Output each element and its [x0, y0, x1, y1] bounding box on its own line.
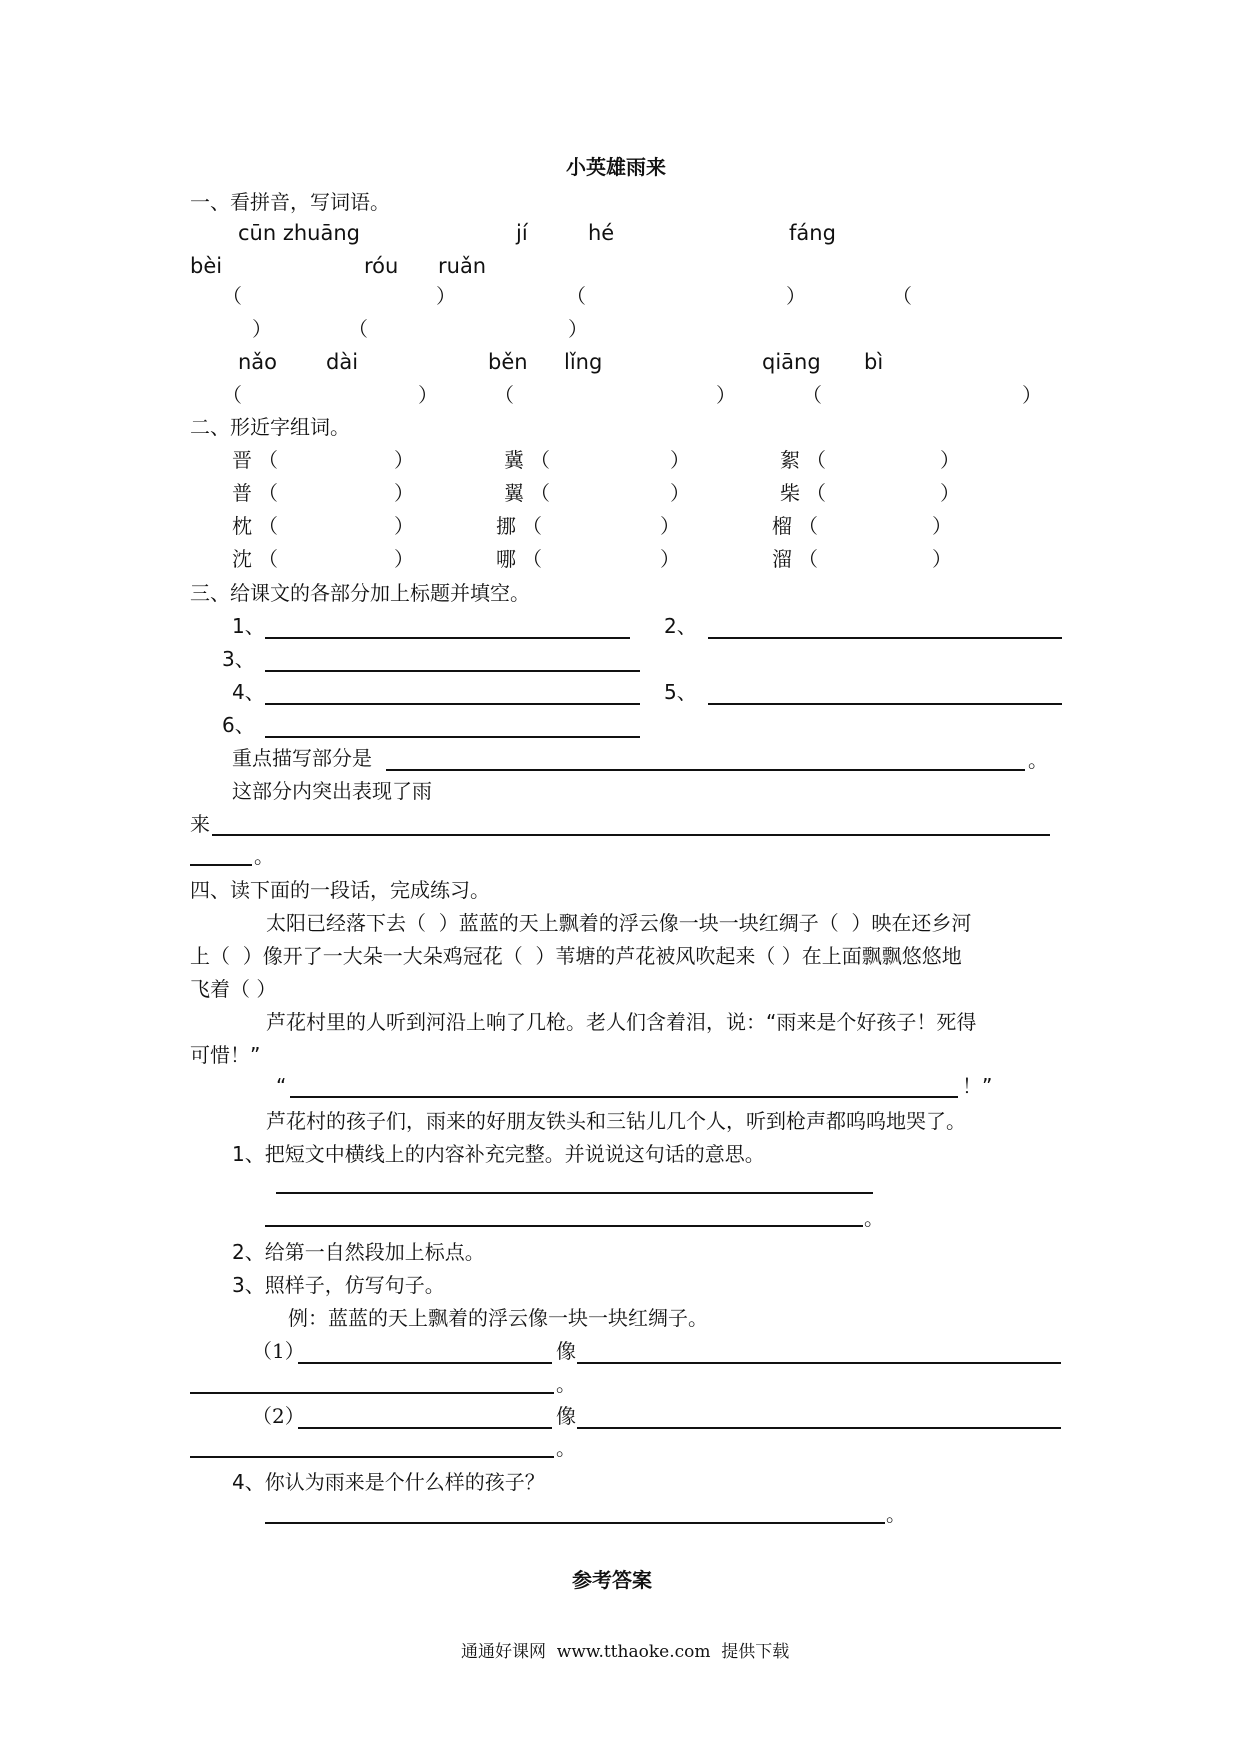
item-number: 2、 — [664, 614, 697, 638]
like-char: 像 — [556, 1339, 576, 1363]
answer-line — [190, 1456, 554, 1458]
bracket-open: （ — [566, 284, 586, 308]
section-4-heading: 四、读下面的一段话，完成练习。 — [190, 878, 490, 902]
pinyin: fáng — [789, 221, 836, 245]
period: 。 — [556, 1436, 576, 1460]
bracket-open: （ — [530, 481, 550, 505]
close-quote: ！” — [962, 1074, 993, 1098]
similar-char: 枕 — [232, 514, 252, 538]
answer-line — [276, 1192, 873, 1194]
passage-line: 芦花村里的人听到河沿上响了几枪。老人们含着泪，说：“雨来是个好孩子！死得 — [266, 1010, 977, 1034]
bracket-open: （ — [258, 448, 278, 472]
open-quote: “ — [276, 1074, 287, 1098]
pinyin: jí — [516, 221, 528, 245]
passage-line: 飞着（ ） — [190, 977, 277, 1001]
bracket-open: （ — [798, 514, 818, 538]
similar-char: 哪 — [496, 547, 516, 571]
pinyin: bèi — [190, 254, 223, 278]
pinyin: qiāng — [762, 350, 821, 374]
pinyin: cūn zhuāng — [238, 221, 360, 245]
bracket-open: （ — [530, 448, 550, 472]
bracket-close: ） — [1022, 383, 1042, 407]
pinyin: ruǎn — [438, 254, 487, 278]
bracket-close: ） — [716, 383, 736, 407]
similar-char: 晋 — [232, 448, 252, 472]
period: 。 — [254, 844, 274, 868]
bracket-open: （ — [222, 284, 242, 308]
bracket-close: ） — [660, 514, 680, 538]
bracket-close: ） — [786, 284, 806, 308]
period: 。 — [864, 1206, 884, 1230]
bracket-open: （ — [798, 547, 818, 571]
answer-key-title: 参考答案 — [572, 1568, 652, 1592]
bracket-open: （ — [806, 448, 826, 472]
answer-line — [265, 1522, 885, 1524]
pinyin: běn — [488, 350, 528, 374]
similar-char: 絮 — [780, 448, 800, 472]
example-sentence: 例：蓝蓝的天上飘着的浮云像一块一块红绸子。 — [288, 1306, 708, 1330]
answer-line — [577, 1362, 1061, 1364]
bracket-close: ） — [252, 317, 272, 341]
answer-line — [265, 1225, 863, 1227]
focus-label: 重点描写部分是 — [232, 746, 372, 770]
answer-line — [265, 703, 640, 705]
bracket-close: ） — [932, 547, 952, 571]
answer-line — [190, 864, 252, 866]
answer-line — [212, 834, 1050, 836]
bracket-open: （ — [258, 481, 278, 505]
bracket-open: （ — [258, 547, 278, 571]
pinyin: róu — [364, 254, 399, 278]
bracket-close: ） — [394, 481, 414, 505]
similar-char: 翼 — [504, 481, 524, 505]
item-number: 4、 — [232, 680, 265, 704]
similar-char: 沈 — [232, 547, 252, 571]
similar-char: 溜 — [772, 547, 792, 571]
pinyin: lǐng — [564, 350, 603, 374]
period: 。 — [1028, 748, 1048, 772]
period: 。 — [556, 1372, 576, 1396]
section-3-heading: 三、给课文的各部分加上标题并填空。 — [190, 581, 530, 605]
section-1-heading: 一、看拼音，写词语。 — [190, 190, 390, 214]
answer-line — [298, 1427, 552, 1429]
pinyin: hé — [588, 221, 615, 245]
bracket-close: ） — [940, 448, 960, 472]
bracket-open: （ — [522, 547, 542, 571]
period: 。 — [886, 1502, 906, 1526]
bracket-close: ） — [394, 448, 414, 472]
passage-line: 芦花村的孩子们，雨来的好朋友铁头和三钻儿几个人，听到枪声都呜呜地哭了。 — [266, 1109, 966, 1133]
pinyin: dài — [326, 350, 359, 374]
answer-line — [708, 703, 1062, 705]
sub-item-2: （2） — [252, 1404, 305, 1428]
pinyin: bì — [864, 350, 884, 374]
passage-line: 上（ ）像开了一大朵一大朵鸡冠花（ ）苇塘的芦花被风吹起来（ ）在上面飘飘悠悠地 — [190, 944, 962, 968]
bracket-open: （ — [348, 317, 368, 341]
answer-line — [290, 1096, 958, 1098]
shows-label-cont: 来 — [190, 812, 210, 836]
question-3: 3、照样子，仿写句子。 — [232, 1273, 445, 1297]
question-1: 1、把短文中横线上的内容补充完整。并说说这句话的意思。 — [232, 1142, 765, 1166]
bracket-open: （ — [222, 383, 242, 407]
answer-line — [708, 637, 1062, 639]
question-4: 4、你认为雨来是个什么样的孩子？ — [232, 1470, 545, 1494]
item-number: 3、 — [222, 647, 255, 671]
bracket-open: （ — [258, 514, 278, 538]
passage-line: 太阳已经落下去（ ）蓝蓝的天上飘着的浮云像一块一块红绸子（ ）映在还乡河 — [266, 911, 972, 935]
answer-line — [265, 637, 630, 639]
shows-label: 这部分内突出表现了雨 — [232, 779, 432, 803]
bracket-open: （ — [806, 481, 826, 505]
similar-char: 冀 — [504, 448, 524, 472]
like-char: 像 — [556, 1404, 576, 1428]
item-number: 6、 — [222, 713, 255, 737]
item-number: 5、 — [664, 680, 697, 704]
bracket-close: ） — [568, 317, 588, 341]
bracket-open: （ — [802, 383, 822, 407]
bracket-close: ） — [394, 547, 414, 571]
answer-line — [265, 736, 640, 738]
answer-line — [265, 670, 640, 672]
answer-line — [386, 769, 1025, 771]
bracket-close: ） — [670, 481, 690, 505]
similar-char: 榴 — [772, 514, 792, 538]
item-number: 1、 — [232, 614, 265, 638]
question-2: 2、给第一自然段加上标点。 — [232, 1240, 485, 1264]
pinyin: nǎo — [238, 350, 278, 374]
section-2-heading: 二、形近字组词。 — [190, 415, 350, 439]
answer-line — [298, 1362, 552, 1364]
bracket-close: ） — [436, 284, 456, 308]
bracket-open: （ — [892, 284, 912, 308]
similar-char: 挪 — [496, 514, 516, 538]
page-title: 小英雄雨来 — [566, 155, 666, 179]
sub-item-1: （1） — [252, 1339, 305, 1363]
similar-char: 普 — [232, 481, 252, 505]
bracket-close: ） — [660, 547, 680, 571]
bracket-close: ） — [418, 383, 438, 407]
answer-line — [190, 1392, 554, 1394]
bracket-open: （ — [522, 514, 542, 538]
answer-line — [577, 1427, 1061, 1429]
bracket-close: ） — [394, 514, 414, 538]
bracket-open: （ — [494, 383, 514, 407]
footer-credit: 通通好课网 www.tthaoke.com 提供下载 — [461, 1642, 790, 1662]
bracket-close: ） — [670, 448, 690, 472]
similar-char: 柴 — [780, 481, 800, 505]
bracket-close: ） — [932, 514, 952, 538]
bracket-close: ） — [940, 481, 960, 505]
passage-line: 可惜！” — [190, 1043, 261, 1067]
